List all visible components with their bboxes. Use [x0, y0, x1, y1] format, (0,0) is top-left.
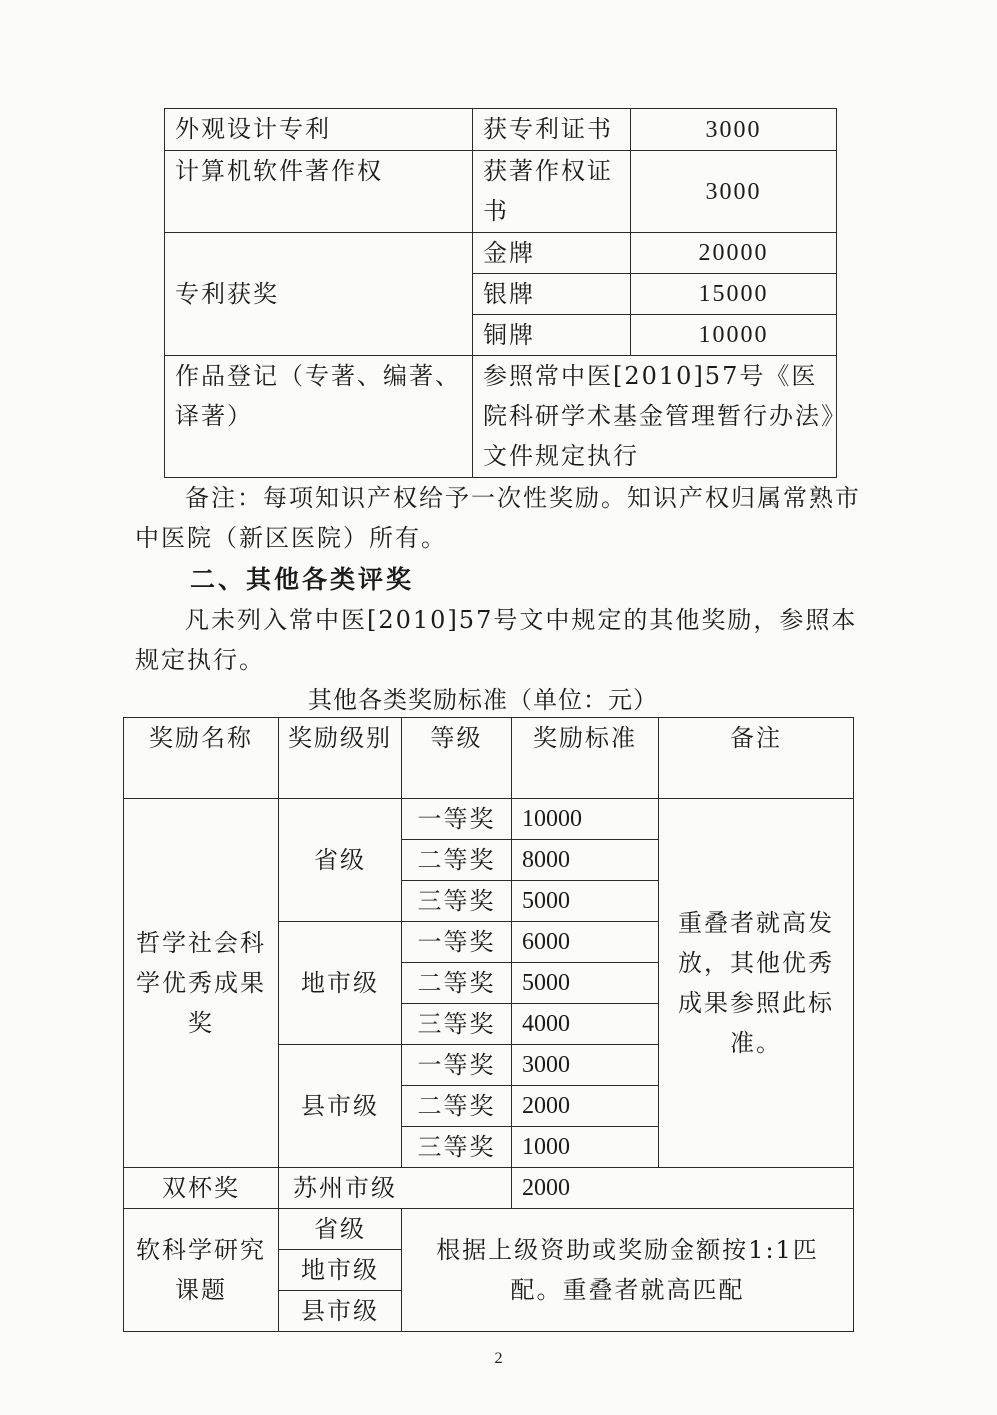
ip-medal: 银牌 [473, 274, 631, 315]
header-award-level: 奖励级别 [279, 718, 402, 799]
award-amount: 8000 [512, 840, 659, 881]
award-amount: 4000 [512, 1004, 659, 1045]
ip-award-table [164, 108, 837, 478]
ip-amount: 20000 [631, 233, 837, 274]
award-amount: 2000 [512, 1086, 659, 1127]
section-heading: 二、其他各类评奖 [190, 565, 415, 594]
award-level: 苏州市级 [279, 1168, 512, 1209]
award-grade: 一等奖 [402, 799, 512, 840]
ip-item: 作品登记（专著、编著、译著） [165, 356, 473, 478]
ip-condition: 获著作权证书 [473, 151, 631, 233]
award-amount: 6000 [512, 922, 659, 963]
ip-note: 备注：每项知识产权给予一次性奖励。知识产权归属常熟市中医院（新区医院）所有。 [135, 484, 861, 552]
award-amount: 5000 [512, 963, 659, 1004]
other-award-table [123, 717, 854, 1332]
award-rule: 根据上级资助或奖励金额按1:1匹配。重叠者就高匹配 [402, 1209, 854, 1332]
header-standard: 奖励标准 [512, 718, 659, 799]
award-grade: 二等奖 [402, 963, 512, 1004]
section-paragraph: 凡未列入常中医[2010]57号文中规定的其他奖励，参照本规定执行。 [135, 606, 858, 674]
award-grade: 一等奖 [402, 922, 512, 963]
ip-condition: 获专利证书 [473, 109, 631, 151]
ip-item: 专利获奖 [165, 233, 473, 356]
header-grade: 等级 [402, 718, 512, 799]
award-level: 地市级 [279, 1250, 402, 1291]
award-grade: 二等奖 [402, 840, 512, 881]
award-level: 省级 [279, 799, 402, 922]
ip-item: 计算机软件著作权 [165, 151, 473, 233]
award-grade: 三等奖 [402, 1127, 512, 1168]
award-grade: 二等奖 [402, 1086, 512, 1127]
ip-amount: 3000 [631, 151, 837, 233]
award-note: 重叠者就高发放，其他优秀成果参照此标准。 [659, 799, 854, 1168]
table-caption: 其他各类奖励标准（单位：元） [308, 686, 658, 714]
page-number: 2 [494, 1350, 503, 1367]
award-amount: 5000 [512, 881, 659, 922]
header-note: 备注 [659, 718, 854, 799]
award-name: 哲学社会科学优秀成果奖 [124, 799, 279, 1168]
award-level: 省级 [279, 1209, 402, 1250]
award-amount: 1000 [512, 1127, 659, 1168]
ip-amount: 3000 [631, 109, 837, 151]
ip-item: 外观设计专利 [165, 109, 473, 151]
award-amount: 3000 [512, 1045, 659, 1086]
award-amount: 10000 [512, 799, 659, 840]
award-grade: 三等奖 [402, 881, 512, 922]
ip-amount: 15000 [631, 274, 837, 315]
ip-medal: 金牌 [473, 233, 631, 274]
award-level: 地市级 [279, 922, 402, 1045]
award-level: 县市级 [279, 1291, 402, 1332]
header-award-name: 奖励名称 [124, 718, 279, 799]
ip-condition: 参照常中医[2010]57号《医院科研学术基金管理暂行办法》文件规定执行 [473, 356, 837, 478]
award-name: 双杯奖 [124, 1168, 279, 1209]
award-name: 软科学研究课题 [124, 1209, 279, 1332]
award-grade: 三等奖 [402, 1004, 512, 1045]
ip-amount: 10000 [631, 315, 837, 356]
ip-medal: 铜牌 [473, 315, 631, 356]
award-amount: 2000 [512, 1168, 854, 1209]
award-level: 县市级 [279, 1045, 402, 1168]
award-grade: 一等奖 [402, 1045, 512, 1086]
